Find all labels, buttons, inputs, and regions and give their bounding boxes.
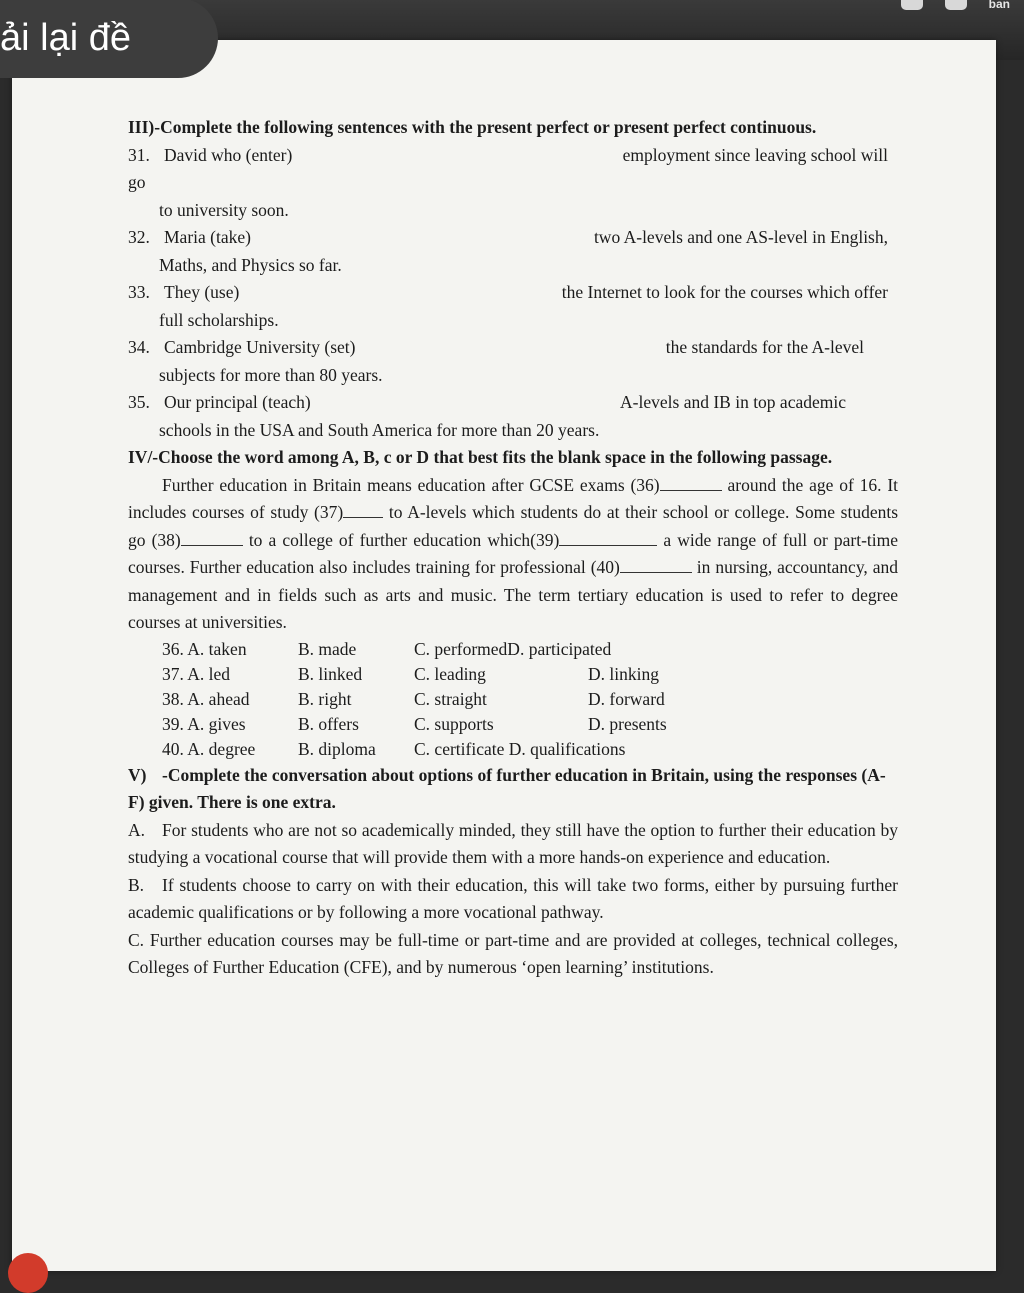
section5-instructions: -Complete the conversation about options of further education in Britain, using the responses (A-F) given. There is one extra. [128, 764, 886, 812]
section5-heading [128, 762, 898, 817]
section5-number: V) [128, 764, 147, 785]
question-prompt: Maria (take) [164, 227, 251, 247]
response-label: B. [128, 874, 145, 895]
response-text: Further education courses may be full-time or part-time and are provided at colleges, technical colleges, Colleges of Further Education (CFE), and by numerous ‘open learning’ institutions. [128, 929, 899, 977]
question-number: 32. [128, 227, 150, 247]
question-35 [128, 389, 898, 417]
question-31-wrap: to university soon. [159, 199, 289, 220]
blank-39[interactable] [559, 531, 657, 546]
response-label: C. [128, 929, 145, 950]
option-c: C. supports [414, 713, 494, 734]
question-32 [128, 224, 898, 252]
passage-text: around the age of 16. It includes courses of study (37) [128, 474, 899, 522]
question-34 [128, 334, 898, 362]
question-number: 33. [128, 282, 150, 302]
passage-text: a wide range of full or part-time courses. Further education also includes training for professional (40) [128, 529, 899, 577]
passage-text: in nursing, accountancy, and management and in fields such as arts and music. The term tertiary education is used to refer to degree courses at universities. [128, 557, 899, 632]
response-label: A. [128, 819, 146, 840]
passage-text: to A-levels which students do at their school or college. Some students go (38) [128, 502, 899, 550]
top-right-label[interactable]: ban [988, 0, 1010, 11]
options-40 [128, 737, 898, 762]
option-c: C. leading [414, 663, 486, 684]
reading-passage [128, 472, 898, 637]
question-31-wrap: go [128, 172, 146, 192]
response-text: For students who are not so academically minded, they still have the option to further their education by studying a vocational course that will provide them with a more hands-on experience and education. [128, 819, 898, 867]
cloud-icon[interactable] [901, 0, 923, 10]
document-page [12, 40, 996, 1271]
question-32-wrap: Maths, and Physics so far. [159, 254, 342, 275]
question-35-wrap: schools in the USA and South America for more than 20 years. [159, 419, 600, 440]
blank-36[interactable] [660, 476, 722, 491]
question-prompt: David who (enter) [164, 144, 293, 165]
passage-text: to a college of further education which(39) [248, 529, 560, 550]
option-a: 39. A. gives [162, 713, 246, 734]
option-d: D. linking [588, 663, 659, 684]
response-text: If students choose to carry on with their education, this will take two forms, either by pursuing further academic qualifications or by following a more vocational pathway. [128, 874, 898, 922]
question-continuation: employment since leaving school will [622, 144, 888, 165]
option-d: D. forward [588, 688, 665, 709]
question-prompt: Our principal (teach) [164, 392, 311, 412]
blank-38[interactable] [181, 531, 243, 546]
question-31 [128, 142, 898, 170]
question-number: 31. [128, 144, 150, 165]
section3-heading: III)-Complete the following sentences with the present perfect or present perfect continuous. [128, 117, 817, 137]
response-a [128, 817, 898, 872]
blank-37[interactable] [343, 503, 383, 518]
option-c: C. certificate D. qualifications [414, 738, 626, 759]
window-icon[interactable] [945, 0, 967, 10]
question-continuation: two A-levels and one AS-level in English, [593, 227, 888, 247]
option-a: 38. A. ahead [162, 688, 250, 709]
options-38 [128, 687, 898, 712]
option-b: B. diploma [298, 738, 376, 759]
option-b: B. linked [298, 663, 363, 684]
options-36 [128, 637, 898, 662]
top-right-controls [901, 0, 1010, 14]
option-a: 40. A. degree [162, 738, 256, 759]
option-b: B. offers [298, 713, 359, 734]
option-a: 36. A. taken [162, 638, 247, 659]
option-b: B. made [298, 638, 357, 659]
options-39 [128, 712, 898, 737]
question-33 [128, 279, 898, 307]
document-content [128, 114, 898, 982]
question-34-wrap: subjects for more than 80 years. [159, 364, 383, 385]
response-b [128, 872, 898, 927]
question-continuation: the standards for the A-level [665, 337, 864, 357]
option-c: C. straight [414, 688, 487, 709]
question-prompt: Cambridge University (set) [164, 337, 356, 357]
option-c: C. performedD. participated [414, 638, 612, 659]
option-a: 37. A. led [162, 663, 231, 684]
blank-40[interactable] [620, 558, 692, 573]
options-37 [128, 662, 898, 687]
option-b: B. right [298, 688, 352, 709]
passage-text: Further education in Britain means education after GCSE exams (36) [162, 474, 660, 495]
section4-heading: IV/-Choose the word among A, B, c or D that best fits the blank space in the following passage. [128, 447, 833, 467]
option-d: D. presents [588, 713, 667, 734]
question-33-wrap: full scholarships. [159, 309, 279, 330]
notification-badge[interactable] [8, 1253, 48, 1293]
reload-exam-button[interactable]: ải lại đề [0, 0, 218, 78]
response-c [128, 927, 898, 982]
question-number: 35. [128, 392, 150, 412]
question-number: 34. [128, 337, 150, 357]
question-prompt: They (use) [164, 282, 240, 302]
question-continuation: A-levels and IB in top academic [620, 392, 846, 412]
question-continuation: the Internet to look for the courses which offer [561, 282, 888, 302]
